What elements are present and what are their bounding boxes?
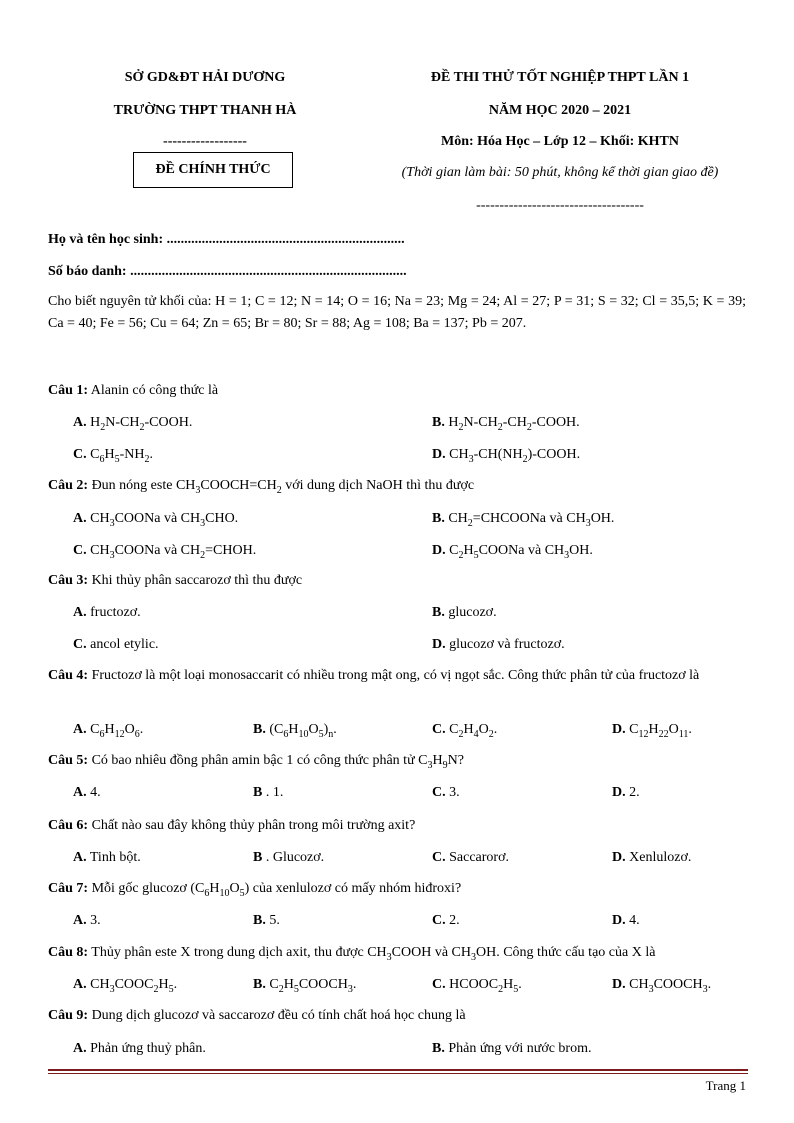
answer-option-c xyxy=(73,543,256,561)
option-text: 5. xyxy=(265,913,280,928)
answer-option-b xyxy=(432,511,614,529)
answer-option-a xyxy=(73,511,238,529)
answer-option-a xyxy=(73,785,101,801)
option-key: D. xyxy=(612,722,626,737)
question-text: Đun nóng este $CH_3COOCH=CH_2$ với dung dịch NaOH thì thu được xyxy=(88,478,475,496)
answer-option-c xyxy=(73,637,159,653)
answer-option-a xyxy=(73,415,192,433)
option-key: A. xyxy=(73,605,87,620)
answer-option-b xyxy=(432,415,580,433)
option-key: C. xyxy=(73,447,87,462)
option-text: $CH_3COOC_2H_5$. xyxy=(86,977,178,995)
option-key: A. xyxy=(73,913,87,928)
answer-option-a xyxy=(73,722,143,740)
option-key: D. xyxy=(612,785,626,800)
question-9 xyxy=(48,1005,746,1027)
answer-option-d xyxy=(612,850,691,866)
option-text: 3. xyxy=(445,785,460,800)
option-key: D. xyxy=(612,850,626,865)
option-text: $C_{12}H_{22}O_{11}$. xyxy=(625,722,692,740)
option-key: D. xyxy=(612,977,626,992)
option-text: Tinh bột. xyxy=(86,850,141,865)
time-note: (Thời gian làm bài: 50 phút, không kể thời gian giao đề) xyxy=(401,165,719,180)
option-text: $C_2H_5COOCH_3$. xyxy=(265,977,357,995)
option-text: Phản ứng với nước brom. xyxy=(444,1041,592,1056)
option-text: 2. xyxy=(625,785,640,800)
question-label: Câu 4: xyxy=(48,668,89,683)
question-text: Có bao nhiêu đồng phân amin bậc 1 có công thức phân tử $C_3H_9N$? xyxy=(88,753,464,771)
school-year: NĂM HỌC 2020 – 2021 xyxy=(488,103,632,118)
option-key: B. xyxy=(432,1041,445,1056)
option-text: $HCOOC_2H_5$. xyxy=(445,977,522,995)
question-label: Câu 5: xyxy=(48,753,89,768)
option-key: B. xyxy=(253,977,266,992)
option-key: C. xyxy=(73,637,87,652)
question-label: Câu 7: xyxy=(48,881,89,896)
question-3 xyxy=(48,570,746,592)
question-text: Fructozơ là một loại monosaccarit có nhiều trong mật ong, có vị ngọt sắc. Công thức phân tử của fructozơ là xyxy=(88,668,700,683)
page-number: Trang 1 xyxy=(705,1078,746,1093)
option-key: B. xyxy=(253,722,266,737)
answer-option-b xyxy=(253,850,324,866)
question-8 xyxy=(48,942,746,969)
answer-option-c xyxy=(432,850,509,866)
answer-option-a xyxy=(73,913,101,929)
question-text: Mỗi gốc glucozơ $(C_6H_{10}O_5)$ của xenlulozơ có mấy nhóm hiđroxi? xyxy=(88,881,462,899)
answer-option-a xyxy=(73,605,141,621)
option-text: $(C_6H_{10}O_5)_n$. xyxy=(265,722,337,740)
option-text: . 1. xyxy=(262,785,284,800)
answer-option-c xyxy=(73,447,153,465)
option-key: B. xyxy=(432,605,445,620)
option-text: $C_2H_5COONa$ và $CH_3OH$. xyxy=(445,543,593,561)
option-key: C. xyxy=(432,913,446,928)
option-key: A. xyxy=(73,850,87,865)
footer-rule xyxy=(48,1069,748,1071)
option-key: B xyxy=(253,785,263,800)
option-text: $C_2H_4O_2$. xyxy=(445,722,498,740)
option-key: D. xyxy=(432,637,446,652)
option-key: A. xyxy=(73,1041,87,1056)
option-key: B. xyxy=(253,913,266,928)
option-key: C. xyxy=(432,977,446,992)
option-key: B xyxy=(253,850,263,865)
question-text: Thủy phân este X trong dung dịch axit, thu được $CH_3COOH$ và $CH_3OH$. Công thức cấu tạo của X là xyxy=(88,945,656,963)
student-id-line: Số báo danh: ............................................................................... xyxy=(48,264,407,279)
option-text: $C_6H_{12}O_6$. xyxy=(86,722,144,740)
question-label: Câu 2: xyxy=(48,478,89,493)
question-label: Câu 9: xyxy=(48,1008,89,1023)
question-4 xyxy=(48,665,746,687)
question-5 xyxy=(48,750,746,777)
option-text: Saccarorơ. xyxy=(445,850,509,865)
option-key: A. xyxy=(73,511,87,526)
answer-option-d xyxy=(432,447,580,465)
subject-line: Môn: Hóa Học – Lớp 12 – Khối: KHTN xyxy=(441,134,679,149)
answer-option-c xyxy=(432,913,460,929)
answer-option-d xyxy=(432,637,565,653)
option-key: C. xyxy=(432,722,446,737)
answer-option-b xyxy=(253,722,337,740)
answer-option-d xyxy=(612,722,692,740)
question-label: Câu 8: xyxy=(48,945,89,960)
answer-option-c xyxy=(432,977,522,995)
answer-option-b xyxy=(432,1041,591,1057)
option-text: . Glucozơ. xyxy=(262,850,325,865)
option-text: fructozơ. xyxy=(86,605,141,620)
question-label: Câu 6: xyxy=(48,818,89,833)
answer-option-a xyxy=(73,850,141,866)
option-text: ancol etylic. xyxy=(86,637,159,652)
answer-option-d xyxy=(612,913,640,929)
answer-option-c xyxy=(432,722,497,740)
question-7 xyxy=(48,878,746,905)
question-text: Dung dịch glucozơ và saccarozơ đều có tính chất hoá học chung là xyxy=(88,1008,466,1023)
answer-option-b xyxy=(253,977,356,995)
option-text: $H_2N-CH_2$-COOH. xyxy=(86,415,193,433)
option-text: glucozơ và fructozơ. xyxy=(445,637,565,652)
answer-option-b xyxy=(253,785,283,801)
question-text: Chất nào sau đây không thủy phân trong môi trường axit? xyxy=(88,818,416,833)
option-text: glucozơ. xyxy=(444,605,497,620)
option-key: B. xyxy=(432,511,445,526)
question-1 xyxy=(48,380,746,402)
question-text: Alanin có công thức là xyxy=(88,383,219,398)
option-text: $C_6H_5-NH_2$. xyxy=(86,447,153,465)
option-text: $H_2N-CH_2-CH_2$-COOH. xyxy=(444,415,580,433)
right-dashes: ------------------------------------ xyxy=(476,198,644,213)
school-name: TRƯỜNG THPT THANH HÀ xyxy=(113,103,297,118)
option-text: 2. xyxy=(445,913,460,928)
option-text: Phản ứng thuỷ phân. xyxy=(86,1041,206,1056)
option-key: C. xyxy=(73,543,87,558)
option-text: $CH_3COONa$ và $CH_2=CHOH$. xyxy=(86,543,257,561)
option-text: $CH_3-CH(NH_2)$-COOH. xyxy=(445,447,581,465)
answer-option-d xyxy=(612,785,640,801)
department-name: SỞ GD&ĐT HẢI DƯƠNG xyxy=(124,70,286,85)
answer-option-d xyxy=(432,543,593,561)
question-2 xyxy=(48,475,746,502)
question-label: Câu 1: xyxy=(48,383,89,398)
question-text: Khi thủy phân saccarozơ thì thu được xyxy=(88,573,303,588)
option-key: D. xyxy=(612,913,626,928)
answer-option-b xyxy=(253,913,280,929)
question-label: Câu 3: xyxy=(48,573,89,588)
official-exam-box: ĐỀ CHÍNH THỨC xyxy=(133,152,293,188)
option-key: C. xyxy=(432,785,446,800)
exam-title: ĐỀ THI THỬ TỐT NGHIỆP THPT LẦN 1 xyxy=(430,70,690,85)
option-text: Xenlulozơ. xyxy=(625,850,692,865)
option-key: B. xyxy=(432,415,445,430)
atomic-masses: Cho biết nguyên tử khối của: H = 1; C = 12; N = 14; O = 16; Na = 23; Mg = 24; Al = 27; P = 31; S = 32; Cl = 35,5; K = 39; Ca = 40; Fe = 56; Cu = 64; Zn = 65; Br = 80; Sr = 88; Ag = 108; Ba = 137; Pb = 207. xyxy=(48,294,746,331)
option-text: $CH_2=CHCOONa$ và $CH_3OH$. xyxy=(444,511,615,529)
option-text: 3. xyxy=(86,913,101,928)
option-text: 4. xyxy=(86,785,101,800)
option-key: A. xyxy=(73,785,87,800)
answer-option-d xyxy=(612,977,711,995)
option-key: A. xyxy=(73,722,87,737)
question-6 xyxy=(48,815,746,837)
option-text: $CH_3COONa$ và $CH_3CHO$. xyxy=(86,511,239,529)
option-text: $CH_3COOCH_3$. xyxy=(625,977,712,995)
option-text: 4. xyxy=(625,913,640,928)
answer-option-a xyxy=(73,977,177,995)
option-key: D. xyxy=(432,447,446,462)
option-key: A. xyxy=(73,415,87,430)
answer-option-a xyxy=(73,1041,206,1057)
option-key: C. xyxy=(432,850,446,865)
answer-option-b xyxy=(432,605,497,621)
answer-option-c xyxy=(432,785,460,801)
student-name-line: Họ và tên học sinh: .................................................................... xyxy=(48,232,405,247)
option-key: A. xyxy=(73,977,87,992)
left-dashes: ------------------ xyxy=(163,134,247,149)
footer-rule-thin xyxy=(48,1073,748,1074)
option-key: D. xyxy=(432,543,446,558)
